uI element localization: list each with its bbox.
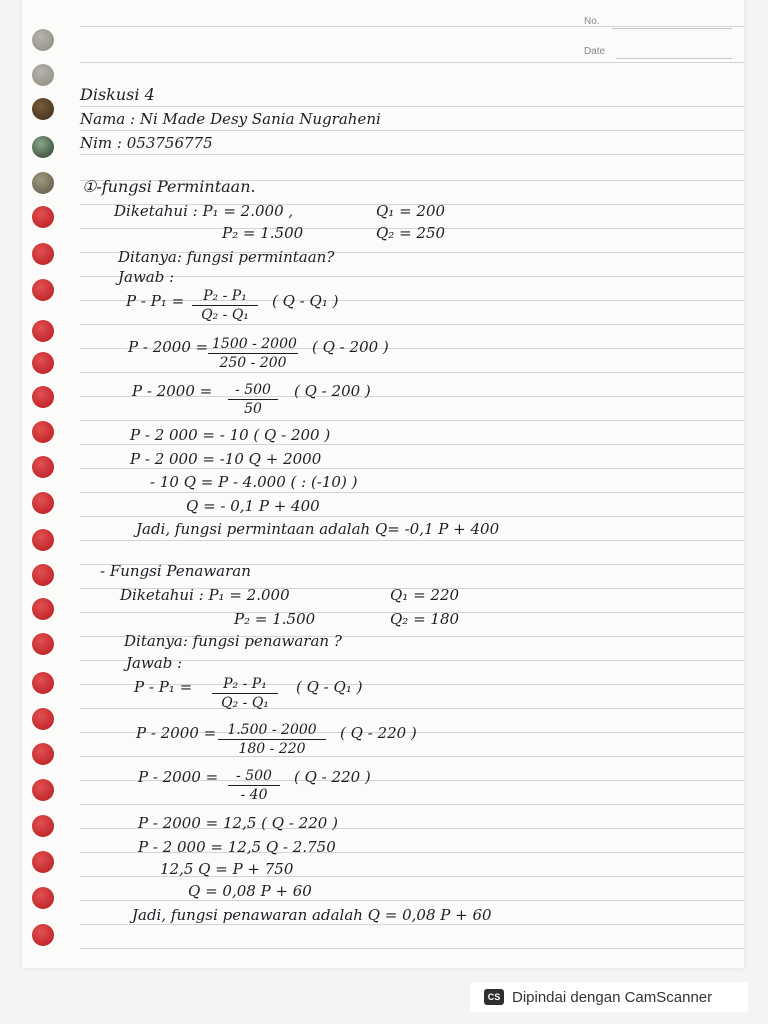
supply-step1-fraction <box>212 676 278 711</box>
demand-step1-right: ( Q - Q₁ ) <box>272 292 339 310</box>
demand-heading: ①-fungsi Permintaan. <box>82 177 256 196</box>
binder-hole <box>32 172 54 194</box>
no-line <box>612 28 732 29</box>
supply-answer-label: Jawab : <box>126 654 183 672</box>
demand-step7: Q = - 0,1 P + 400 <box>186 497 320 515</box>
binder-hole <box>32 492 54 514</box>
no-label: No. <box>584 16 600 27</box>
demand-step1-fraction <box>192 288 258 323</box>
demand-step3-denominator: 50 <box>244 401 262 417</box>
ruled-line <box>80 756 744 757</box>
demand-known-1q: Q₁ = 200 <box>376 202 446 220</box>
supply-step7: Q = 0,08 P + 60 <box>188 882 312 900</box>
supply-step1-left: P - P₁ = <box>134 678 193 696</box>
ruled-line <box>80 62 744 63</box>
demand-step2-fraction <box>208 336 298 371</box>
ruled-line <box>80 324 744 325</box>
binder-hole <box>32 672 54 694</box>
ruled-line <box>80 276 744 277</box>
ruled-line <box>80 492 744 493</box>
supply-conclusion: Jadi, fungsi penawaran adalah Q = 0,08 P + 60 <box>132 906 492 924</box>
binder-hole <box>32 779 54 801</box>
supply-step1-right: ( Q - Q₁ ) <box>296 678 363 696</box>
supply-step2-left: P - 2000 = <box>136 724 217 742</box>
binder-hole <box>32 352 54 374</box>
supply-known-1: Diketahui : P₁ = 2.000 <box>120 586 290 604</box>
demand-step2-left: P - 2000 = <box>128 338 209 356</box>
demand-answer-label: Jawab : <box>118 268 175 286</box>
binder-hole <box>32 633 54 655</box>
binder-hole <box>32 708 54 730</box>
binder-hole <box>32 206 54 228</box>
supply-step1-numerator: P₂ - P₁ <box>212 676 278 694</box>
demand-step2-numerator: 1500 - 2000 <box>208 336 298 354</box>
binder-holes <box>32 0 58 968</box>
ruled-line <box>80 26 744 27</box>
demand-step1-denominator: Q₂ - Q₁ <box>201 307 249 323</box>
supply-step1-denominator: Q₂ - Q₁ <box>221 695 269 711</box>
notebook-page <box>22 0 744 968</box>
supply-asked: Ditanya: fungsi penawaran ? <box>124 632 342 650</box>
ruled-line <box>80 154 744 155</box>
page-title: Diskusi 4 <box>80 85 155 104</box>
binder-hole <box>32 456 54 478</box>
supply-step5: P - 2 000 = 12,5 Q - 2.750 <box>138 838 336 856</box>
demand-known-1: Diketahui : P₁ = 2.000 , <box>114 202 294 220</box>
date-label: Date <box>584 46 606 57</box>
supply-step2-right: ( Q - 220 ) <box>340 724 417 742</box>
demand-known-2q: Q₂ = 250 <box>376 224 446 242</box>
binder-hole <box>32 64 54 86</box>
binder-hole <box>32 815 54 837</box>
ruled-line <box>80 468 744 469</box>
demand-step6: - 10 Q = P - 4.000 ( : (-10) ) <box>150 473 358 491</box>
ruled-line <box>80 372 744 373</box>
demand-step3-left: P - 2000 = <box>132 382 213 400</box>
supply-step3-right: ( Q - 220 ) <box>294 768 371 786</box>
binder-hole <box>32 243 54 265</box>
binder-hole <box>32 851 54 873</box>
demand-step1-left: P - P₁ = <box>126 292 185 310</box>
ruled-line <box>80 130 744 131</box>
binder-hole <box>32 320 54 342</box>
binder-hole <box>32 98 54 120</box>
demand-step3-numerator: - 500 <box>228 382 278 400</box>
ruled-line <box>80 540 744 541</box>
name-line: Nama : Ni Made Desy Sania Nugraheni <box>80 110 381 128</box>
binder-hole <box>32 421 54 443</box>
binder-hole <box>32 887 54 909</box>
demand-step2-denominator: 250 - 200 <box>219 355 287 371</box>
binder-hole <box>32 29 54 51</box>
supply-known-2q: Q₂ = 180 <box>390 610 460 628</box>
demand-step2-right: ( Q - 200 ) <box>312 338 389 356</box>
demand-known-2: P₂ = 1.500 <box>222 224 304 242</box>
supply-step3-left: P - 2000 = <box>138 768 219 786</box>
demand-step4: P - 2 000 = - 10 ( Q - 200 ) <box>130 426 331 444</box>
demand-step3-right: ( Q - 200 ) <box>294 382 371 400</box>
demand-step3-fraction <box>228 382 278 417</box>
supply-step4: P - 2000 = 12,5 ( Q - 220 ) <box>138 814 338 832</box>
demand-asked: Ditanya: fungsi permintaan? <box>118 248 335 266</box>
binder-hole <box>32 279 54 301</box>
binder-hole <box>32 136 54 158</box>
supply-step3-numerator: - 500 <box>228 768 280 786</box>
ruled-line <box>80 106 744 107</box>
ruled-line <box>80 900 744 901</box>
demand-step5: P - 2 000 = -10 Q + 2000 <box>130 450 322 468</box>
binder-hole <box>32 924 54 946</box>
nim-line: Nim : 053756775 <box>80 134 213 152</box>
camscanner-icon: CS <box>484 989 504 1005</box>
ruled-line <box>80 804 744 805</box>
binder-hole <box>32 598 54 620</box>
binder-hole <box>32 386 54 408</box>
ruled-line <box>80 444 744 445</box>
binder-hole <box>32 564 54 586</box>
ruled-line <box>80 516 744 517</box>
supply-step2-fraction <box>218 722 326 757</box>
ruled-line <box>80 924 744 925</box>
camscanner-watermark <box>470 982 748 1012</box>
supply-heading: - Fungsi Penawaran <box>100 562 251 580</box>
ruled-line <box>80 420 744 421</box>
supply-step2-denominator: 180 - 220 <box>238 741 306 757</box>
supply-step3-denominator: - 40 <box>240 787 268 803</box>
supply-step3-fraction <box>228 768 280 803</box>
supply-known-1q: Q₁ = 220 <box>390 586 460 604</box>
ruled-line <box>80 948 744 949</box>
demand-conclusion: Jadi, fungsi permintaan adalah Q= -0,1 P + 400 <box>136 520 500 538</box>
binder-hole <box>32 743 54 765</box>
ruled-line <box>80 708 744 709</box>
camscanner-label: Dipindai dengan CamScanner <box>512 988 713 1006</box>
date-line <box>616 58 732 59</box>
supply-step2-numerator: 1.500 - 2000 <box>218 722 326 740</box>
supply-known-2: P₂ = 1.500 <box>234 610 316 628</box>
supply-step6: 12,5 Q = P + 750 <box>160 860 294 878</box>
binder-hole <box>32 529 54 551</box>
demand-step1-numerator: P₂ - P₁ <box>192 288 258 306</box>
